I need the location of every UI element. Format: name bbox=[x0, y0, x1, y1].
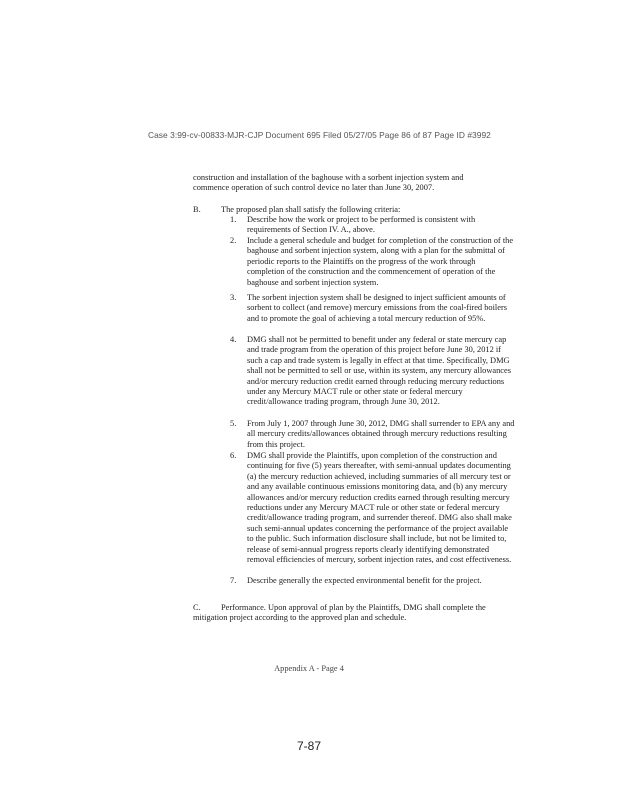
appendix-footer: Appendix A - Page 4 bbox=[274, 664, 344, 673]
item-number: 5. bbox=[230, 419, 237, 428]
item-number: 6. bbox=[230, 451, 237, 460]
item-text: Describe how the work or project to be performed is consistent with requirements of Section IV. A., above. bbox=[247, 215, 476, 235]
item-text: Describe generally the expected environmental benefit for the project. bbox=[247, 576, 482, 585]
intro-paragraph: construction and installation of the baghouse with a sorbent injection system and commence operation of such control device no later than June 30, 2007. bbox=[193, 173, 464, 193]
item-number: 7. bbox=[230, 576, 237, 585]
item-text: DMG shall provide the Plaintiffs, upon completion of the construction and continuing for five (5) years thereafter, with semi-annual updates documenting (a) the mercury reduction achieved, including summaries of all mercury test or and any available continuous emissions monitoring data, and (b) any mercury allowances and/or mercury reduction credits earned through resulting mercury reductions under any Mercury MACT rule or other state or federal mercury credit/allowance trading program, and surrender thereof. DMG also shall make such semi-annual updates concerning the performance of the project available to the public. Such information disclosure shall include, but not be limited to, release of semi-annual progress reports clearly identifying demonstrated removal efficiencies of mercury, sorbent injection rates, and cost effectiveness. bbox=[247, 451, 512, 565]
item-number: 3. bbox=[230, 293, 237, 302]
item-text: DMG shall not be permitted to benefit under any federal or state mercury cap and trade program from the operation of this project before June 30, 2012 if such a cap and trade system is legally in effect at that time. Specifically, DMG shall not be permitted to sell or use, within its system, any mercury allowances and/or mercury reduction credit earned through reducing mercury reductions under any Mercury MACT rule or other state or federal mercury credit/allowance trading program, through June 30, 2012. bbox=[247, 335, 511, 407]
page-number: 7-87 bbox=[296, 739, 322, 753]
section-b-letter: B. bbox=[193, 205, 201, 214]
item-number: 4. bbox=[230, 335, 237, 344]
section-b-heading: The proposed plan shall satisfy the following criteria: bbox=[221, 205, 401, 214]
item-number: 1. bbox=[230, 215, 237, 224]
section-c-letter: C. bbox=[193, 603, 201, 612]
item-text: The sorbent injection system shall be designed to inject sufficient amounts of sorbent to collect (and remove) mercury emissions from the coal-fired boilers and to promote the goal of achieving a total mercury reduction of 95%. bbox=[247, 293, 508, 323]
item-text: From July 1, 2007 through June 30, 2012, DMG shall surrender to EPA any and all mercury credits/allowances obtained through mercury reductions resulting from this project. bbox=[247, 419, 515, 449]
section-c-text: Performance. Upon approval of plan by the Plaintiffs, DMG shall complete the mitigation project according to the approved plan and schedule. bbox=[193, 603, 486, 623]
case-header: Case 3:99-cv-00833-MJR-CJP Document 695 Filed 05/27/05 Page 86 of 87 Page ID #3992 bbox=[148, 130, 491, 140]
item-number: 2. bbox=[230, 236, 237, 245]
item-text: Include a general schedule and budget for completion of the construction of the baghouse and sorbent injection system, along with a plan for the submittal of periodic reports to the Plaintiffs on the progress of the work through completion of the construction and the commencement of operation of the baghouse and sorbent injection system. bbox=[247, 236, 514, 287]
